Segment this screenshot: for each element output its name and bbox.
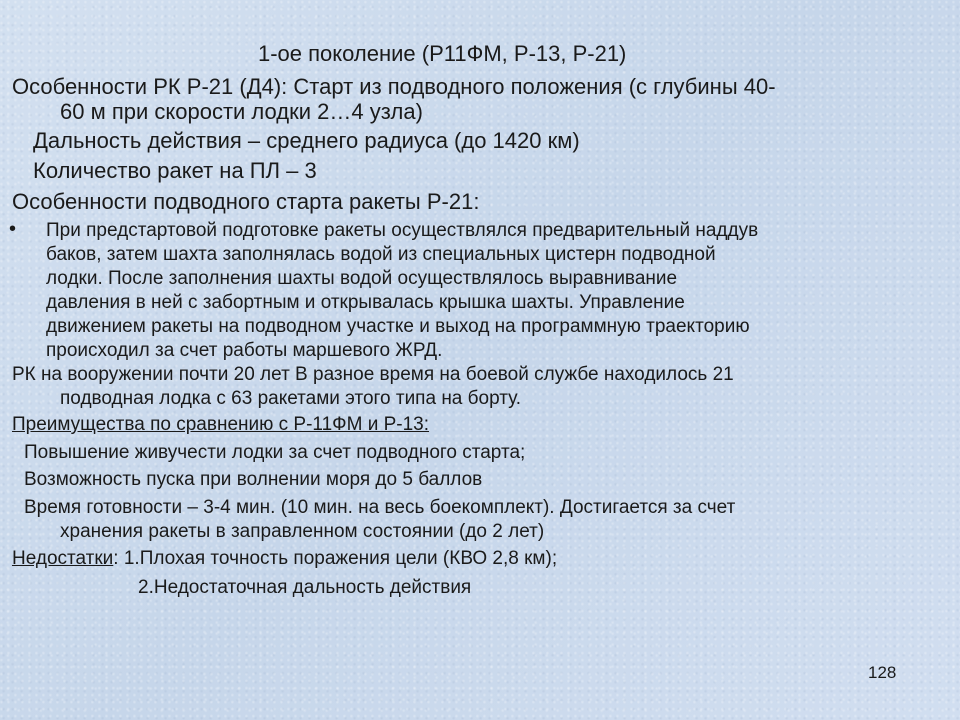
bullet-text-line: лодки. После заполнения шахты водой осуществлялось выравнивание — [46, 268, 678, 289]
advantage-item: Повышение живучести лодки за счет подводного старта; — [24, 442, 526, 463]
drawbacks-line-1 — [12, 547, 557, 571]
page-number: 128 — [868, 663, 897, 682]
range-text: Дальность действия – среднего радиуса (до 1420 км) — [33, 128, 580, 153]
advantage-item: Время готовности – 3-4 мин. (10 мин. на весь боекомплект). Достигается за счет — [24, 497, 736, 518]
missile-count-text: Количество ракет на ПЛ – 3 — [33, 158, 317, 183]
bullet-text-line: давления в ней с забортным и открывалась крышка шахты. Управление — [46, 292, 685, 313]
slide-title: 1-ое поколение (Р11ФМ, Р-13, Р-21) — [258, 41, 627, 66]
drawbacks-item-2: 2.Недостаточная дальность действия — [138, 577, 472, 598]
advantages-heading: Преимущества по сравнению с Р-11ФМ и Р-13: — [12, 414, 430, 435]
advantage-item-continuation: хранения ракеты в заправленном состоянии (до 2 лет) — [60, 521, 545, 542]
bullet-text-line: баков, затем шахта заполнялась водой из специальных цистерн подводной — [46, 244, 716, 265]
underwater-launch-heading: Особенности подводного старта ракеты Р-21: — [12, 189, 480, 214]
advantage-item: Возможность пуска при волнении моря до 5 баллов — [24, 469, 483, 490]
drawbacks-label: Недостатки — [12, 548, 114, 569]
service-text-line-2: подводная лодка с 63 ракетами этого типа на борту. — [60, 388, 522, 409]
drawbacks-item-1: : 1.Плохая точность поражения цели (КВО 2,8 км); — [113, 548, 558, 569]
bullet-text-line: движением ракеты на подводном участке и выход на программную траекторию — [46, 316, 750, 337]
bullet-dot-icon: • — [9, 218, 17, 240]
service-text-line-1: РК на вооружении почти 20 лет В разное время на боевой службе находилось 21 — [12, 364, 734, 385]
bullet-text-line: происходил за счет работы маршевого ЖРД. — [46, 340, 443, 361]
features-heading-line-2: 60 м при скорости лодки 2…4 узла) — [60, 99, 423, 124]
bullet-text-line: При предстартовой подготовке ракеты осуществлялся предварительный наддув — [46, 220, 759, 241]
features-heading-line-1: Особенности РК Р-21 (Д4): Старт из подводного положения (с глубины 40- — [12, 74, 776, 99]
